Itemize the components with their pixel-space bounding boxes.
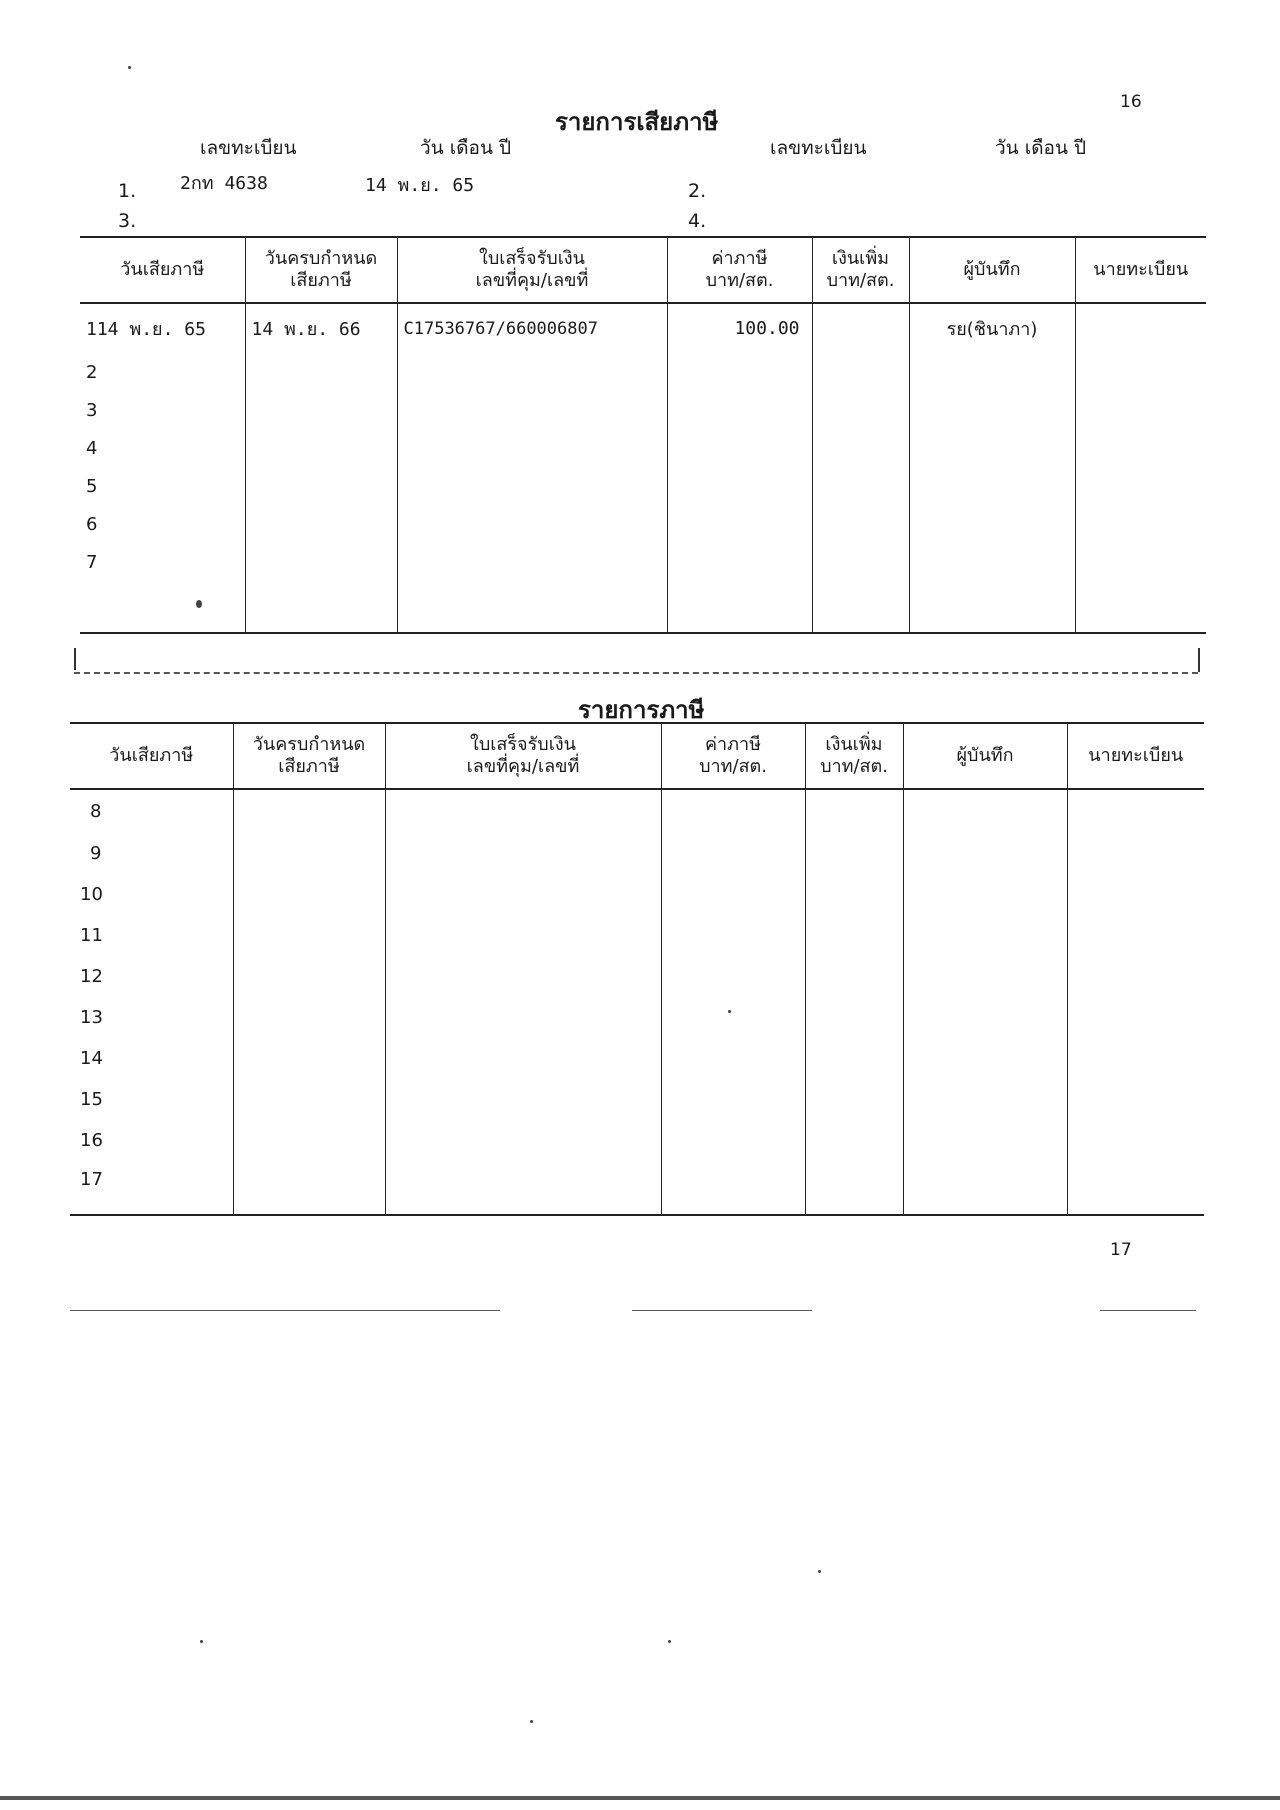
table-row: [80, 353, 1206, 391]
scan-speck: [728, 1010, 731, 1013]
cell-tax: 100.00: [667, 303, 812, 353]
row-number: 5: [80, 467, 245, 505]
row-number: 15: [70, 1079, 233, 1120]
cell-due-date: 14 พ.ย. 66: [245, 303, 397, 353]
row-number: 12: [70, 956, 233, 997]
row-number: 6: [80, 505, 245, 543]
header-registrar: นายทะเบียน: [1067, 723, 1204, 789]
table-row: [80, 303, 1206, 353]
row-number: 10: [70, 874, 233, 915]
table-row: [70, 1079, 1204, 1120]
header-receipt: ใบเสร็จรับเงิน เลขที่คุม/เลขที่: [397, 237, 667, 303]
row-number: 17: [70, 1161, 233, 1215]
row-number: 9: [70, 833, 233, 874]
row-number: 4: [80, 429, 245, 467]
scan-speck: [196, 600, 202, 608]
table-row: [70, 789, 1204, 833]
registration-label-right: เลขทะเบียน: [770, 137, 867, 159]
header-tax: ค่าภาษี บาท/สต.: [661, 723, 805, 789]
row-number: 7: [80, 543, 245, 581]
table-row: [80, 467, 1206, 505]
table-row: [70, 915, 1204, 956]
table-row: [70, 874, 1204, 915]
header-surcharge: เงินเพิ่ม บาท/สต.: [805, 723, 903, 789]
row-number: 3: [80, 391, 245, 429]
table-row: [70, 1161, 1204, 1215]
cell-recorder: รย(ชินาภา): [909, 303, 1075, 353]
table-row: [70, 997, 1204, 1038]
entry-date: 14 พ.ย. 65: [365, 175, 475, 196]
section-title-tax-payments: รายการเสียภาษี: [555, 108, 719, 136]
header-tax: ค่าภาษี บาท/สต.: [667, 237, 812, 303]
cut-line: [74, 672, 1198, 674]
entry-number: 2.: [688, 180, 707, 202]
header-pay-date: วันเสียภาษี: [70, 723, 233, 789]
entry-number: 1.: [118, 180, 137, 202]
header-due-date: วันครบกำหนด เสียภาษี: [233, 723, 385, 789]
header-surcharge: เงินเพิ่ม บาท/สต.: [812, 237, 909, 303]
row-number: 8: [70, 789, 233, 833]
entry-number: 4.: [688, 210, 707, 232]
table-row: [80, 581, 1206, 633]
table-row: [80, 429, 1206, 467]
table-row: [80, 543, 1206, 581]
scan-speck: [818, 1570, 821, 1573]
header-receipt: ใบเสร็จรับเงิน เลขที่คุม/เลขที่: [385, 723, 661, 789]
cell-registrar: [1075, 303, 1206, 353]
cell-receipt: C17536767/660006807: [397, 303, 667, 353]
tax-payment-table: [80, 236, 1206, 634]
table-row: [70, 1120, 1204, 1161]
table-row: [80, 505, 1206, 543]
table-row: [80, 391, 1206, 429]
row-number: 2: [80, 353, 245, 391]
section-title-tax-list: รายการภาษี: [578, 696, 705, 724]
scan-speck: [128, 66, 131, 69]
cut-mark-left: [74, 648, 76, 670]
cell-surcharge: [812, 303, 909, 353]
divider-line: [632, 1310, 812, 1311]
row-number: 11: [70, 915, 233, 956]
registration-label-left: เลขทะเบียน: [200, 137, 297, 159]
scan-speck: [668, 1640, 671, 1643]
row-number: 14: [70, 1038, 233, 1079]
header-due-date: วันครบกำหนด เสียภาษี: [245, 237, 397, 303]
header-recorder: ผู้บันทึก: [903, 723, 1067, 789]
scan-edge: [0, 1796, 1280, 1800]
header-registrar: นายทะเบียน: [1075, 237, 1206, 303]
tax-list-table: [70, 722, 1204, 1216]
cell-pay-date: 114 พ.ย. 65: [80, 303, 245, 353]
header-recorder: ผู้บันทึก: [909, 237, 1075, 303]
divider-line: [1100, 1310, 1196, 1311]
row-number: 16: [70, 1120, 233, 1161]
header-pay-date: วันเสียภาษี: [80, 237, 245, 303]
table-row: [70, 956, 1204, 997]
page-number-bottom: 17: [1110, 1240, 1132, 1260]
entry-plate: 2กท 4638: [180, 173, 268, 194]
row-number: 13: [70, 997, 233, 1038]
page-number-top: 16: [1120, 92, 1142, 112]
scan-speck: [530, 1720, 533, 1723]
scan-speck: [200, 1640, 203, 1643]
entry-number: 3.: [118, 210, 137, 232]
cut-mark-right: [1198, 648, 1200, 672]
date-label-right: วัน เดือน ปี: [995, 137, 1087, 159]
divider-line: [70, 1310, 500, 1311]
date-label-left: วัน เดือน ปี: [420, 137, 512, 159]
table-row: [70, 1038, 1204, 1079]
table-row: [70, 833, 1204, 874]
